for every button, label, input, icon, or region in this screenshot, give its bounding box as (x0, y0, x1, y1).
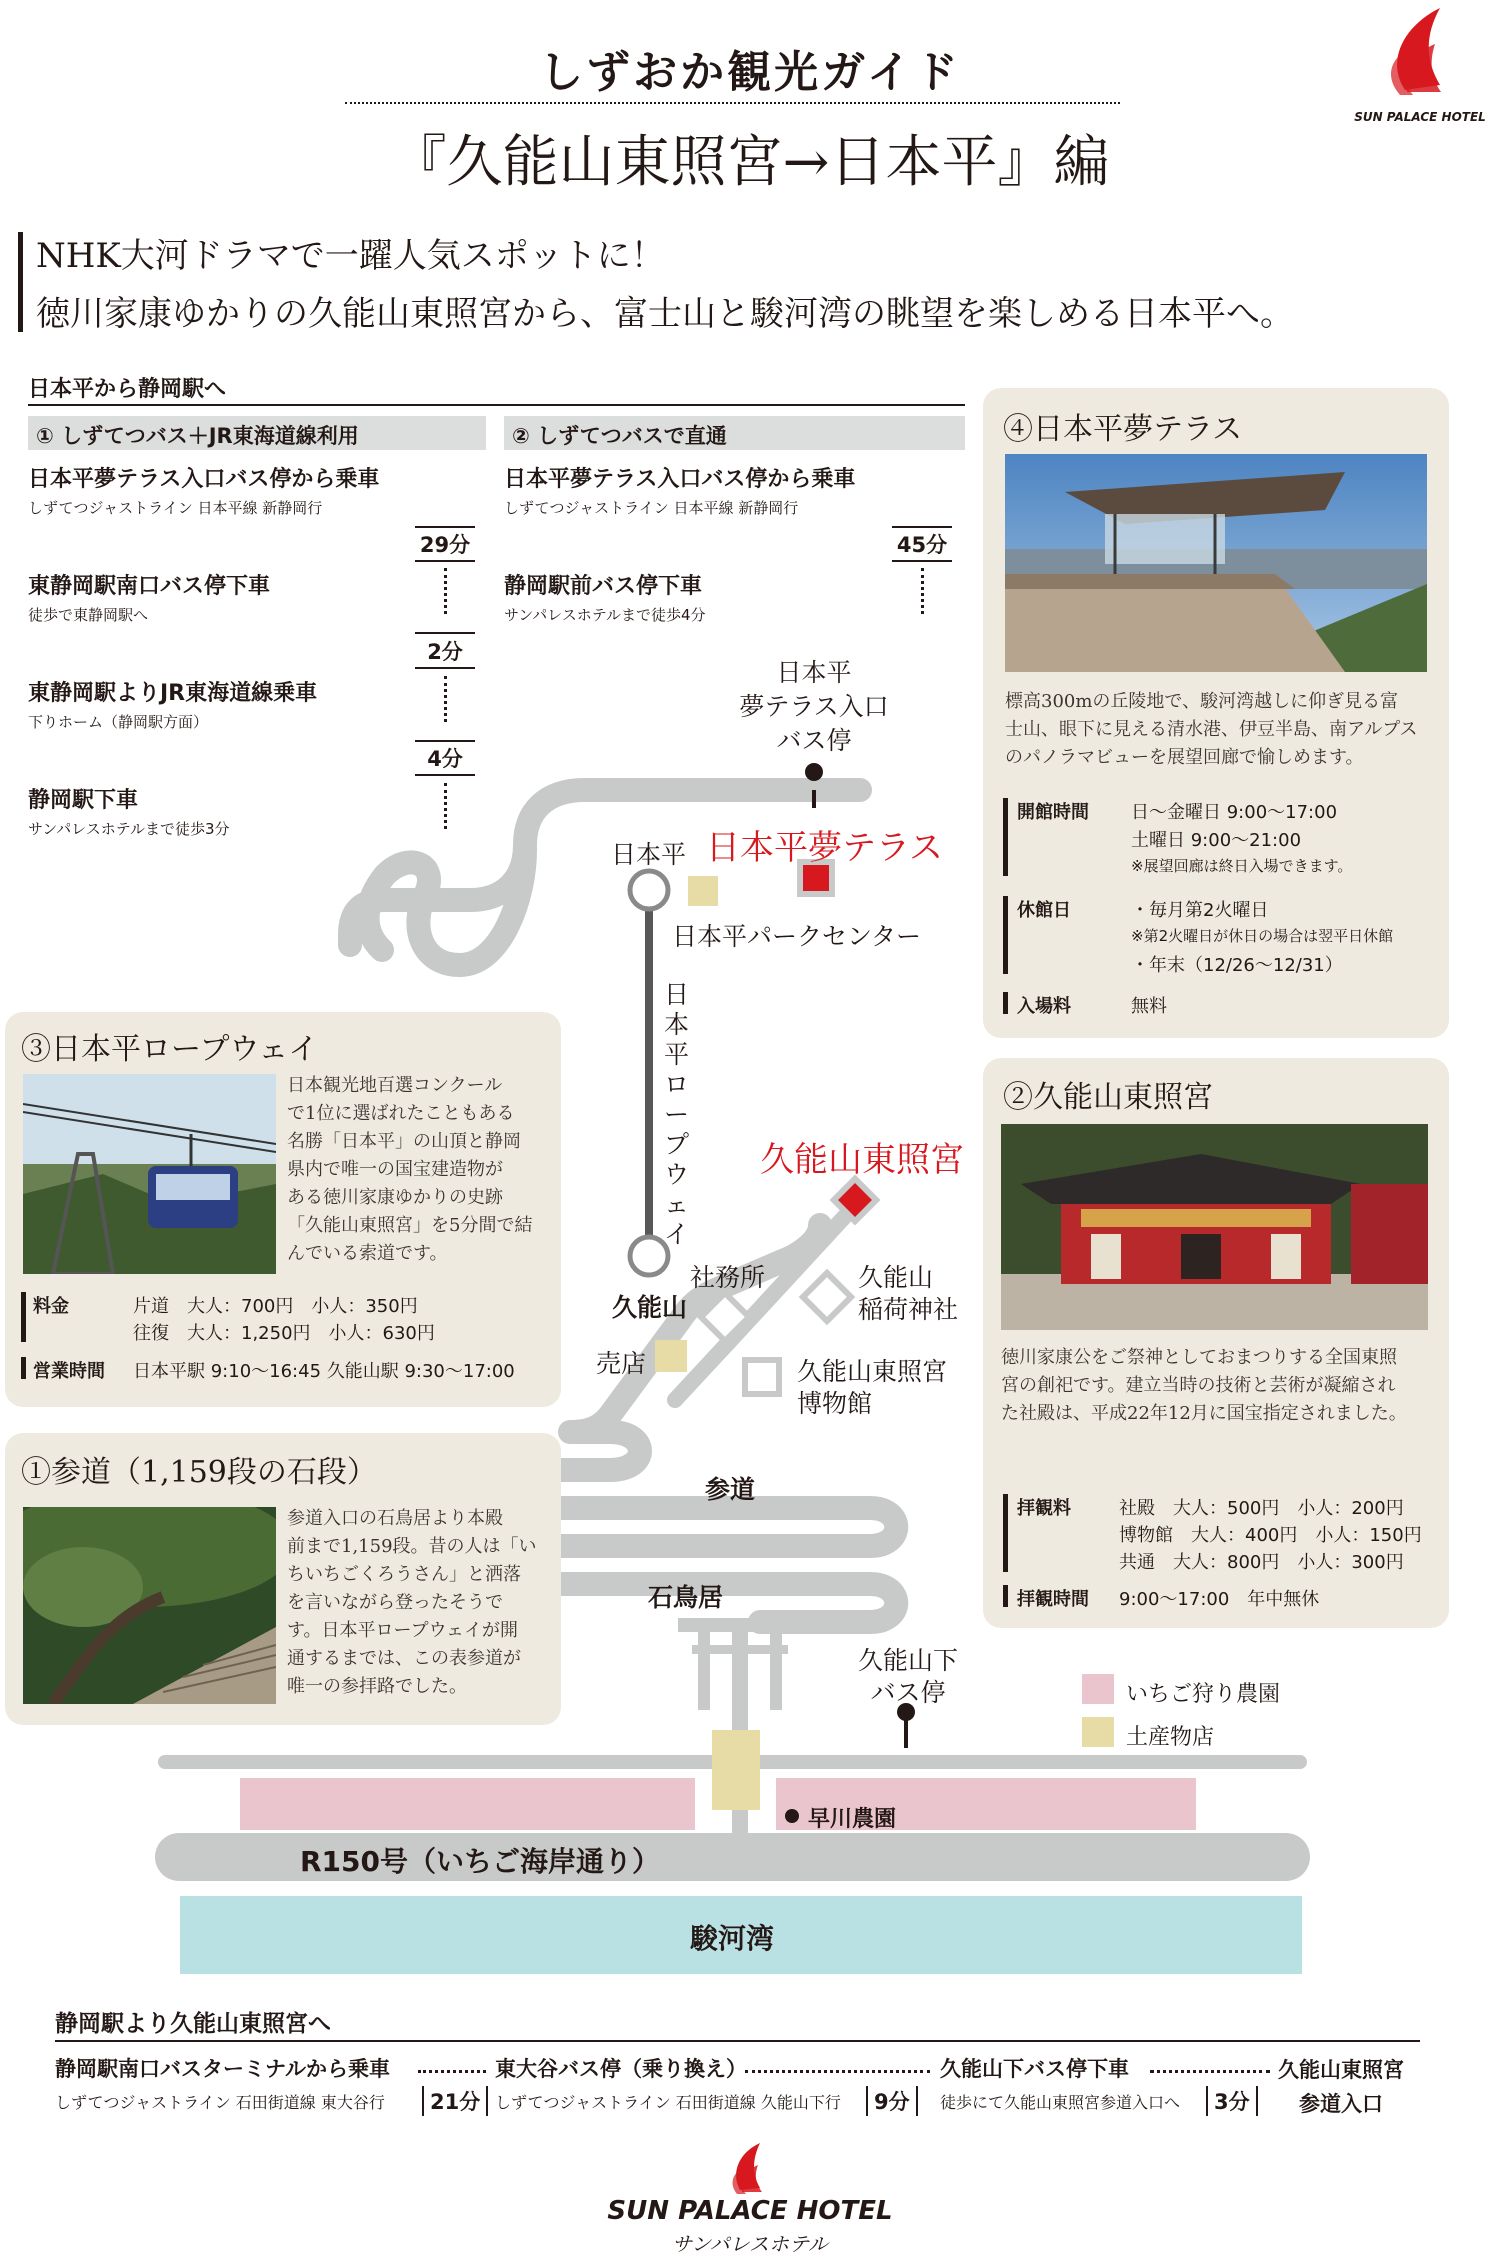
access-time2: 9分 (866, 2086, 918, 2116)
opt1-step2-sub: 徒歩で東静岡駅へ (28, 606, 149, 624)
shamusho-label: 社務所 (690, 1263, 766, 1292)
opt1-time1: 29分 (419, 533, 471, 557)
panel4-hours-2: 土曜日 9:00～21:00 (1131, 830, 1302, 851)
panel3-hours-bar (21, 1357, 26, 1379)
panel2-desc-l1: 徳川家康公をご祭神としておまつりする全国東照 (1001, 1347, 1397, 1368)
baiten-label: 売店 (596, 1349, 647, 1378)
panel2-desc (1001, 1344, 1407, 1428)
busstop-top-l3: バス停 (776, 726, 852, 755)
panel4-hours-3: ※展望回廊は終日入場できます。 (1131, 857, 1353, 875)
panel3-title: ③日本平ロープウェイ (21, 1032, 319, 1067)
access-dots1 (418, 2070, 486, 2073)
opt2-step1: 日本平夢テラス入口バス停から乗車 (504, 467, 856, 492)
panel4-hours-1: 日～金曜日 9:00～17:00 (1131, 802, 1338, 823)
access-step2: 東大谷バス停（乗り換え） (495, 2057, 747, 2081)
footer-logo (580, 2140, 920, 2256)
ropeway-photo (23, 1074, 276, 1274)
ishidorii-label: 石鳥居 (648, 1583, 724, 1612)
opt2-step1-sub: しずてつジャストライン 日本平線 新静岡行 (504, 499, 799, 517)
busstop-bottom-l2: バス停 (870, 1678, 946, 1707)
panel-toshogu (983, 1058, 1449, 1628)
access-step1-sub: しずてつジャストライン 石田街道線 東大谷行 (55, 2093, 385, 2112)
busstop-top-l1: 日本平 (776, 658, 852, 687)
panel-ropeway (5, 1012, 561, 1407)
busstop-bottom-label (858, 1645, 958, 1709)
panel3-desc-l1: 日本観光地百選コンクール (287, 1075, 503, 1096)
panel4-closed-1: ・毎月第2火曜日 (1131, 900, 1269, 921)
panel4-hours-bar (1003, 798, 1008, 876)
panel4-desc-l1: 標高300mの丘陵地で、駿河湾越しに仰ぎ見る富 (1005, 691, 1399, 712)
nihondaira-station (630, 871, 668, 909)
road-label: R150号（いちご海岸通り） (300, 1845, 661, 1878)
inari-label (858, 1262, 958, 1326)
sando-photo (23, 1507, 276, 1704)
opt2-step2-sub: サンパレスホテルまで徒歩4分 (504, 606, 706, 624)
opt1-step3-sub: 下りホーム（静岡駅方面） (28, 713, 209, 731)
kunozan-label: 久能山 (612, 1293, 688, 1322)
opt1-step1: 日本平夢テラス入口バス停から乗車 (28, 467, 380, 492)
access-final-l1: 久能山東照宮 (1278, 2058, 1404, 2082)
museum-label (797, 1356, 947, 1420)
panel1-desc-l4: を言いながら登ったそうで (287, 1592, 503, 1613)
panel2-hours-label: 拝観時間 (1017, 1589, 1089, 1610)
panel2-hours: 9:00～17:00 年中無休 (1119, 1589, 1320, 1610)
kunozan-station (630, 1237, 668, 1275)
access-time1: 21分 (422, 2086, 488, 2116)
panel1-desc-l3: ちいちごくろうさん」と洒落 (287, 1564, 521, 1585)
panel2-desc-l3: た社殿は、平成22年12月に国宝指定されました。 (1001, 1403, 1407, 1424)
opt1-step2: 東静岡駅南口バス停下車 (28, 574, 271, 599)
access-route-rule (55, 2040, 1420, 2042)
panel1-desc-l2: 前まで1,159段。昔の人は「い (287, 1536, 537, 1557)
busstop-bottom-l1: 久能山下 (858, 1646, 959, 1675)
museum-bldg (745, 1360, 779, 1394)
access-step3-sub: 徒歩にて久能山東照宮参道入口へ (940, 2093, 1181, 2112)
panel1-desc-l7: 唯一の参拝路でした。 (287, 1676, 467, 1697)
ropeway-label: 日本平ロープウェイ (664, 980, 690, 1249)
yume-terrace-photo (1005, 454, 1427, 672)
opt1-time3: 4分 (427, 747, 463, 771)
opt1-step1-sub: しずてつジャストライン 日本平線 新静岡行 (28, 499, 323, 517)
return-route-heading: 日本平から静岡駅へ (28, 377, 227, 402)
access-dots2 (745, 2070, 930, 2073)
access-route-heading: 静岡駅より久能山東照宮へ (55, 2011, 331, 2037)
panel4-desc-l3: のパノラマビューを展望回廊で愉しめます。 (1005, 747, 1364, 768)
opt2-step2: 静岡駅前バス停下車 (504, 574, 703, 599)
park-center-bldg (688, 876, 718, 906)
legend-strawberry-swatch (1082, 1674, 1114, 1704)
opt1-step4-sub: サンパレスホテルまで徒歩3分 (28, 820, 230, 838)
farm-dot-icon (785, 1809, 799, 1823)
panel4-fee: 無料 (1131, 996, 1167, 1017)
panel3-hours-label: 営業時間 (33, 1361, 105, 1382)
panel2-desc-l2: 宮の創祀です。建立当時の技術と芸術が凝縮され (1001, 1375, 1396, 1396)
panel4-title: ④日本平夢テラス (1003, 412, 1243, 447)
panel3-desc (287, 1072, 532, 1268)
panel2-fee-label: 拝観料 (1017, 1498, 1071, 1519)
legend-souvenir-label: 土産物店 (1126, 1725, 1215, 1750)
nihondaira-label: 日本平 (611, 840, 687, 869)
panel3-desc-l4: 県内で唯一の国宝建造物が (287, 1159, 503, 1180)
toshogu-photo (1001, 1124, 1428, 1330)
museum-l2: 博物館 (797, 1389, 873, 1418)
panel2-fee-1: 社殿 大人：500円 小人：200円 (1119, 1498, 1404, 1519)
panel-sando (5, 1433, 561, 1725)
panel2-fee-bar (1003, 1494, 1008, 1572)
intro-line-2: 徳川家康ゆかりの久能山東照宮から、富士山と駿河湾の眺望を楽しめる日本平へ。 (36, 294, 1294, 334)
busstop-top-icon (805, 763, 823, 781)
panel4-fee-label: 入場料 (1017, 996, 1071, 1017)
museum-l1: 久能山東照宮 (797, 1357, 948, 1386)
panel4-hours-label: 開館時間 (1017, 802, 1089, 823)
panel1-desc-l1: 参道入口の石鳥居より本殿 (287, 1508, 503, 1529)
opt1-step3: 東静岡駅よりJR東海道線乗車 (28, 681, 318, 706)
panel3-hours: 日本平駅 9:10～16:45 久能山駅 9:30～17:00 (133, 1361, 515, 1382)
panel1-desc-l5: す。日本平ロープウェイが開 (287, 1620, 518, 1641)
legend-souvenir-swatch (1082, 1717, 1114, 1747)
panel4-closed-bar (1003, 896, 1008, 974)
legend-strawberry-label: いちご狩り農園 (1126, 1682, 1281, 1707)
footer-logo-ja: サンパレスホテル (672, 2232, 828, 2256)
option1-label-text: ① しずてつバス＋JR東海道線利用 (36, 424, 359, 448)
opt1-time2: 2分 (427, 640, 463, 664)
panel3-desc-l2: で1位に選ばれたこともある (287, 1103, 515, 1124)
inari-l2: 稲荷神社 (858, 1295, 959, 1324)
access-step1: 静岡駅南口バスターミナルから乗車 (55, 2057, 390, 2081)
farm-label: 早川農園 (808, 1807, 897, 1832)
panel3-desc-l3: 名勝「日本平」の山頂と静岡 (287, 1131, 521, 1152)
inari-l1: 久能山 (858, 1263, 934, 1292)
souvenir-strip (712, 1730, 760, 1810)
panel3-fee-one: 片道 大人：700円 小人：350円 (133, 1296, 418, 1317)
panel4-closed-2: ※第2火曜日が休日の場合は翌平日休館 (1131, 927, 1394, 945)
panel2-fee-3: 共通 大人：800円 小人：300円 (1119, 1552, 1404, 1573)
strawberry-farm-left (240, 1778, 695, 1830)
panel3-desc-l7: んでいる索道です。 (287, 1243, 448, 1264)
page-subtitle: 『久能山東照宮→日本平』編 (390, 130, 1110, 195)
page-title: しずおか観光ガイド (539, 47, 961, 98)
busstop-top-l2: 夢テラス入口 (739, 692, 889, 721)
panel3-desc-l6: 「久能山東照宮」を5分間で結 (287, 1215, 533, 1236)
panel-yume-terrace (983, 388, 1449, 1038)
baiten-bldg (655, 1340, 687, 1372)
access-dots3 (1150, 2070, 1270, 2073)
access-step2-sub: しずてつジャストライン 石田街道線 久能山下行 (495, 2093, 841, 2112)
panel3-fee-round: 往復 大人：1,250円 小人：630円 (133, 1323, 435, 1344)
access-final-l2: 参道入口 (1299, 2092, 1383, 2116)
park-center-label: 日本平パークセンター (672, 922, 922, 951)
option2-label-text: ② しずてつバスで直通 (512, 424, 727, 448)
toshogu-label: 久能山東照宮 (760, 1140, 964, 1180)
panel2-title: ②久能山東照宮 (1003, 1080, 1213, 1115)
access-final (1278, 2053, 1404, 2121)
access-time3: 3分 (1206, 2086, 1258, 2116)
intro-line-1: NHK大河ドラマで一躍人気スポットに！ (36, 236, 665, 276)
busstop-top-label (705, 656, 923, 758)
panel4-fee-bar (1003, 992, 1008, 1014)
yume-terrace-label: 日本平夢テラス (706, 828, 943, 868)
panel4-desc (1005, 688, 1418, 772)
panel4-closed-3: ・年末（12/26～12/31） (1131, 955, 1343, 976)
panel4-desc-l2: 士山、眼下に見える清水港、伊豆半島、南アルプス (1005, 719, 1418, 740)
footer-logo-mark-icon (710, 2140, 790, 2195)
panel3-desc-l5: ある徳川家康ゆかりの史跡 (287, 1187, 503, 1208)
footer-logo-en: SUN PALACE HOTEL (607, 2196, 893, 2226)
sando-label: 参道 (705, 1475, 756, 1504)
access-step3: 久能山下バス停下車 (940, 2057, 1129, 2081)
panel3-fee-label: 料金 (33, 1296, 69, 1317)
panel1-title: ①参道（1,159段の石段） (21, 1455, 377, 1490)
panel2-hours-bar (1003, 1585, 1008, 1607)
opt1-step4: 静岡駅下車 (28, 788, 139, 813)
opt2-time1: 45分 (896, 533, 948, 557)
panel1-desc (287, 1505, 537, 1701)
panel3-fee-bar (21, 1292, 26, 1342)
logo-text: SUN PALACE HOTEL (1354, 110, 1486, 124)
bay-label: 駿河湾 (690, 1922, 775, 1955)
panel1-desc-l6: 通するまでは、この表参道が (287, 1648, 521, 1669)
panel2-fee-2: 博物館 大人：400円 小人：150円 (1119, 1525, 1422, 1546)
panel4-closed-label: 休館日 (1017, 900, 1071, 921)
inari-bldg (803, 1273, 851, 1321)
